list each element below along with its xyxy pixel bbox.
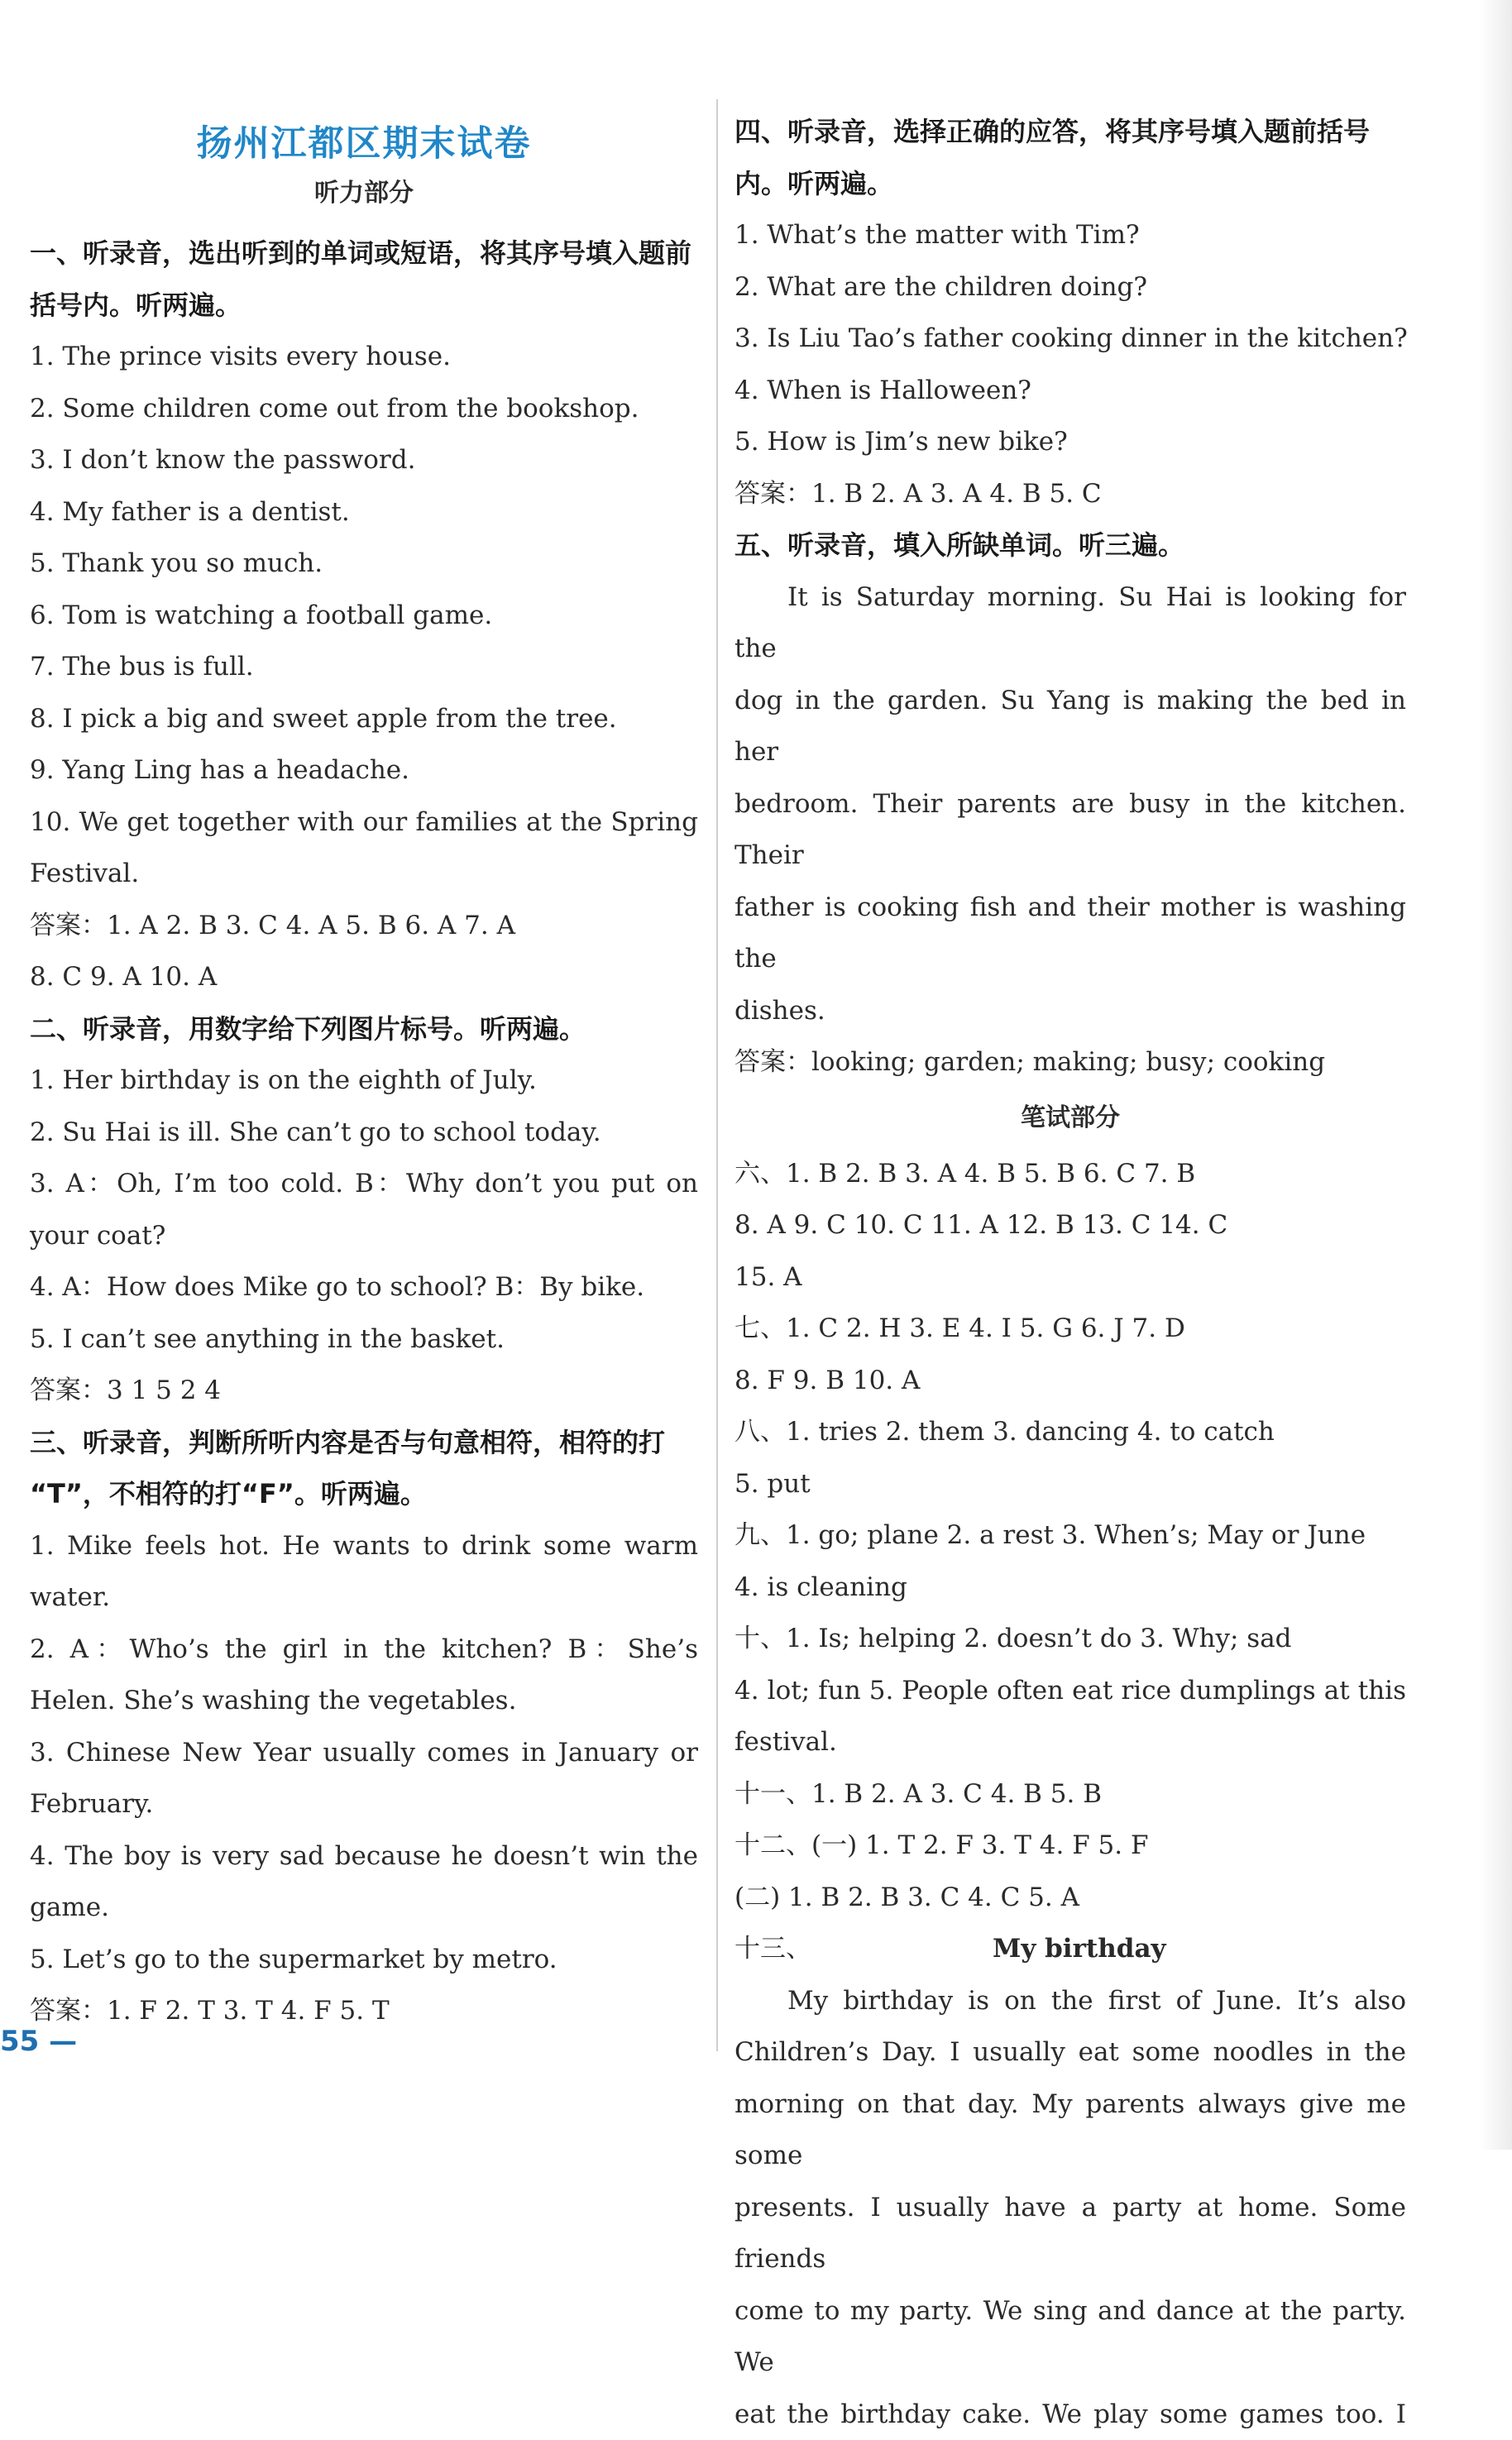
list-item: 4. When is Halloween?	[734, 365, 1406, 417]
list-item: 3. Chinese New Year usually comes in January or	[30, 1727, 698, 1779]
answer-line: 答案：1. B 2. A 3. A 4. B 5. C	[734, 468, 1406, 520]
list-item: 4. The boy is very sad because he doesn’t win the	[30, 1830, 698, 1883]
list-item: 2. Su Hai is ill. She can’t go to school today.	[30, 1107, 698, 1159]
essay-line: Children’s Day. I usually eat some noodles in the	[734, 2026, 1406, 2079]
list-item: 8. I pick a big and sweet apple from the tree.	[30, 693, 698, 745]
list-item-continued: game.	[30, 1882, 698, 1934]
essay-line: presents. I usually have a party at home. Some friends	[734, 2182, 1406, 2285]
answer-line: festival.	[734, 1716, 1406, 1768]
list-item: 9. Yang Ling has a headache.	[30, 744, 698, 797]
answer-line: 八、1. tries 2. them 3. dancing 4. to catch	[734, 1406, 1406, 1458]
answer-line: 十二、(一) 1. T 2. F 3. T 4. F 5. F	[734, 1820, 1406, 1872]
list-item: 5. Thank you so much.	[30, 538, 698, 590]
list-item: 7. The bus is full.	[30, 641, 698, 693]
page-edge-shadow	[1479, 0, 1512, 2150]
writing-section-header: 笔试部分	[734, 1088, 1406, 1148]
list-item: 1. Mike feels hot. He wants to drink some warm	[30, 1520, 698, 1572]
left-column	[30, 95, 698, 2037]
column-divider	[716, 99, 718, 2051]
essay-line: My birthday is on the first of June. It’s also	[734, 1975, 1406, 2027]
answer-line: 答案：1. A 2. B 3. C 4. A 5. B 6. A 7. A	[30, 900, 698, 952]
list-item: 1. The prince visits every house.	[30, 331, 698, 383]
list-item: 2. What are the children doing?	[734, 261, 1406, 313]
list-item: 4. My father is a dentist.	[30, 486, 698, 538]
passage-line: dog in the garden. Su Yang is making the bed in her	[734, 675, 1406, 778]
list-item: 10. We get together with our families at the Spring	[30, 797, 698, 849]
right-column	[734, 106, 1406, 2440]
list-item: 2. A：Who’s the girl in the kitchen? B：She’s	[30, 1624, 698, 1676]
section-1-heading-line1: 一、听录音，选出听到的单词或短语，将其序号填入题前	[30, 227, 698, 280]
list-item: 1. Her birthday is on the eighth of July.	[30, 1055, 698, 1107]
answer-line: 十、1. Is; helping 2. doesn’t do 3. Why; sad	[734, 1613, 1406, 1665]
section-3-heading-line2: “T”，不相符的打“F”。听两遍。	[30, 1468, 698, 1520]
list-item: 5. How is Jim’s new bike?	[734, 416, 1406, 468]
passage-line: It is Saturday morning. Su Hai is looking for the	[734, 572, 1406, 675]
essay-title: My birthday	[993, 1923, 1166, 1975]
answer-line: (二) 1. B 2. B 3. C 4. C 5. A	[734, 1872, 1406, 1924]
passage-line: bedroom. Their parents are busy in the kitchen. Their	[734, 778, 1406, 882]
answer-line: 8. A 9. C 10. C 11. A 12. B 13. C 14. C	[734, 1199, 1406, 1251]
answer-line: 答案：1. F 2. T 3. T 4. F 5. T	[30, 1985, 698, 2037]
essay-line: come to my party. We sing and dance at the party. We	[734, 2285, 1406, 2389]
list-item: 5. Let’s go to the supermarket by metro.	[30, 1934, 698, 1986]
answer-line: 4. is cleaning	[734, 1562, 1406, 1614]
section-2-heading: 二、听录音，用数字给下列图片标号。听两遍。	[30, 1003, 698, 1055]
passage-line: father is cooking fish and their mother is washing the	[734, 882, 1406, 985]
list-item: 3. Is Liu Tao’s father cooking dinner in the kitchen?	[734, 313, 1406, 365]
section-4-heading-line2: 内。听两遍。	[734, 158, 1406, 210]
page-title: 扬州江都区期末试卷	[30, 116, 698, 166]
section-3-heading-line1: 三、听录音，判断所听内容是否与句意相符，相符的打	[30, 1417, 698, 1469]
list-item: 4. A：How does Mike go to school? B：By bike.	[30, 1261, 698, 1313]
list-item-continued: February.	[30, 1778, 698, 1830]
answer-line: 七、1. C 2. H 3. E 4. I 5. G 6. J 7. D	[734, 1303, 1406, 1355]
list-item-continued: Helen. She’s washing the vegetables.	[30, 1675, 698, 1727]
list-item-continued: water.	[30, 1572, 698, 1624]
list-item-continued: your coat?	[30, 1210, 698, 1262]
answer-line: 4. lot; fun 5. People often eat rice dumplings at this	[734, 1665, 1406, 1717]
section-13-label: 十三、	[734, 1934, 811, 1964]
section-5-heading: 五、听录音，填入所缺单词。听三遍。	[734, 519, 1406, 572]
list-item: 3. I don’t know the password.	[30, 434, 698, 486]
answer-line: 15. A	[734, 1251, 1406, 1304]
answer-line: 答案：3 1 5 2 4	[30, 1365, 698, 1417]
answer-line: 十一、1. B 2. A 3. C 4. B 5. B	[734, 1768, 1406, 1820]
answer-line: 8. F 9. B 10. A	[734, 1355, 1406, 1407]
passage-line: dishes.	[734, 985, 1406, 1037]
list-item: 6. Tom is watching a football game.	[30, 590, 698, 642]
list-item-continued: Festival.	[30, 848, 698, 900]
essay-line: morning on that day. My parents always give me some	[734, 2079, 1406, 2182]
answer-line: 5. put	[734, 1458, 1406, 1510]
essay-line: eat the birthday cake. We play some games too. I	[734, 2389, 1406, 2440]
section-4-heading-line1: 四、听录音，选择正确的应答，将其序号填入题前括号	[734, 106, 1406, 158]
answer-line: 六、1. B 2. B 3. A 4. B 5. B 6. C 7. B	[734, 1148, 1406, 1200]
list-item: 1. What’s the matter with Tim?	[734, 209, 1406, 261]
answer-line: 九、1. go; plane 2. a rest 3. When’s; May or June	[734, 1509, 1406, 1562]
list-item: 5. I can’t see anything in the basket.	[30, 1313, 698, 1366]
list-item: 3. A：Oh, I’m too cold. B：Why don’t you put on	[30, 1158, 698, 1210]
page-number: 55 —	[0, 2025, 77, 2058]
essay-heading-row	[734, 1923, 1406, 1975]
listening-section-header: 听力部分	[30, 160, 698, 227]
answer-line: 8. C 9. A 10. A	[30, 951, 698, 1003]
list-item: 2. Some children come out from the bookshop.	[30, 383, 698, 435]
answer-line: 答案：looking; garden; making; busy; cooking	[734, 1036, 1406, 1088]
section-1-heading-line2: 括号内。听两遍。	[30, 280, 698, 332]
